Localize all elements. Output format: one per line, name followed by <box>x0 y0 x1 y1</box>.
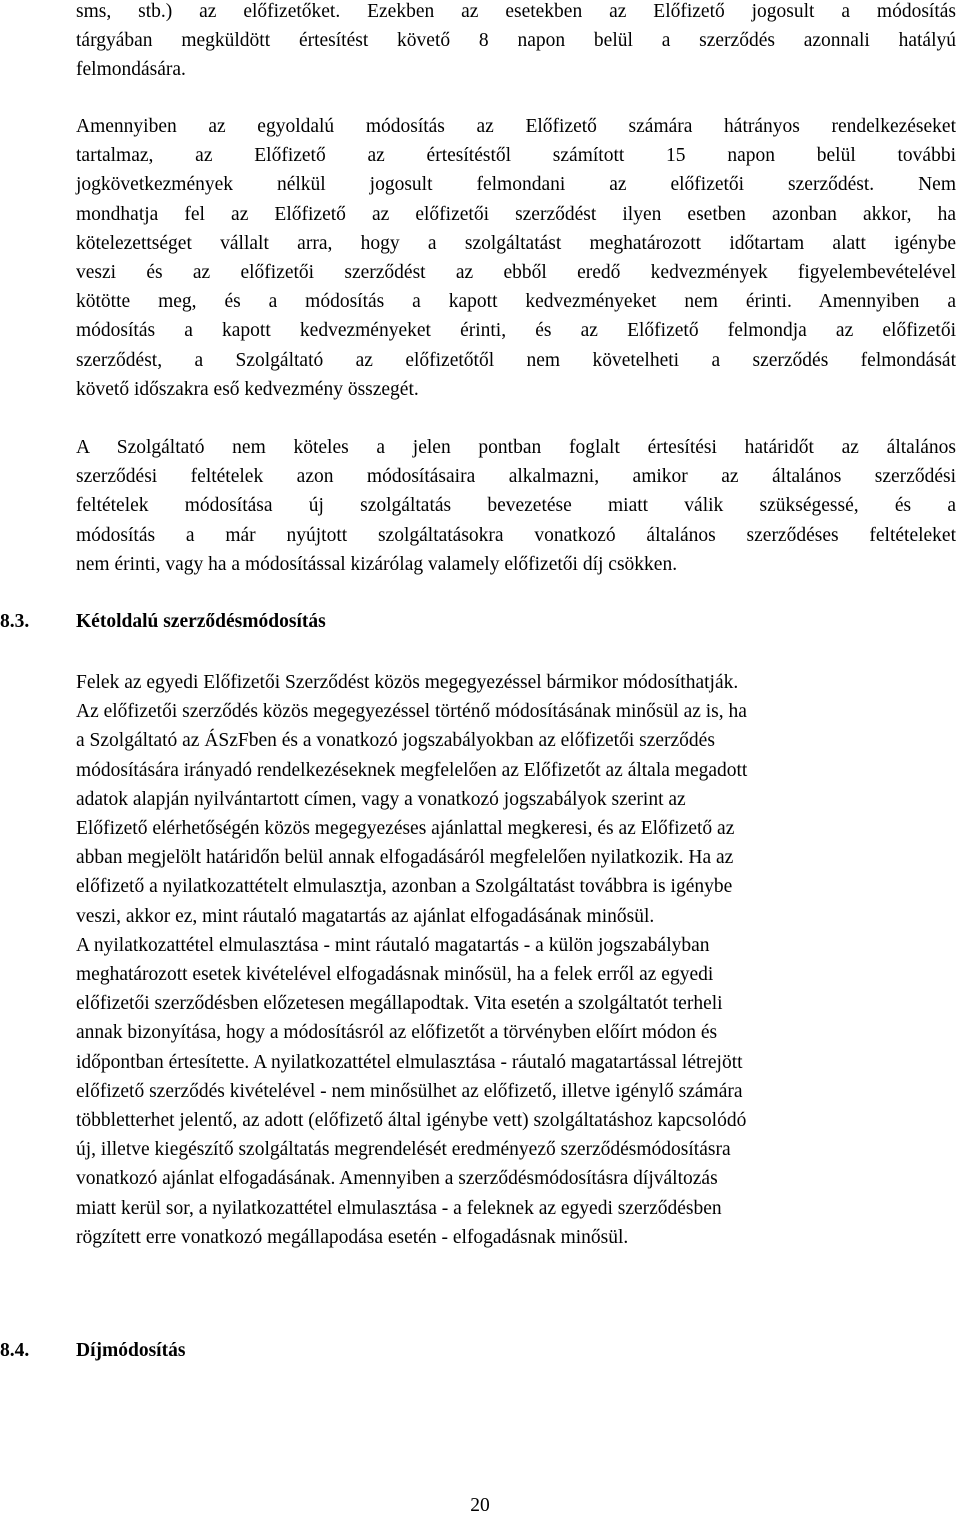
text-line: feltételek módosítása új szolgáltatás bevezetése miatt válik szükségessé, és a <box>76 495 956 517</box>
text-line: kötelezettséget vállalt arra, hogy a szolgáltatást meghatározott időtartam alatt igénybe <box>76 232 956 254</box>
paragraph-exemption <box>76 433 956 579</box>
text-line: előfizetői szerződésben előzetesen megállapodtak. Vita esetén a szolgáltatót terheli <box>76 993 723 1015</box>
paragraph-disadvantage <box>76 112 956 404</box>
section-title: Díjmódosítás <box>76 1340 186 1361</box>
text-line: abban megjelölt határidőn belül annak elfogadásáról megfelelően nyilatkozik. Ha az <box>76 847 734 869</box>
text-line: vonatkozó ajánlat elfogadásának. Amennyiben a szerződésmódosításra díjváltozás <box>76 1168 718 1190</box>
text-line: Felek az egyedi Előfizetői Szerződést közös megegyezéssel bármikor módosíthatják. <box>76 672 739 693</box>
text-line: A nyilatkozattétel elmulasztása - mint ráutaló magatartás - a külön jogszabályban <box>76 934 710 956</box>
text-line: időpontban értesítette. A nyilatkozattétel elmulasztása - ráutaló magatartással létrejött <box>76 1051 743 1073</box>
text-line: A Szolgáltató nem köteles a jelen pontban foglalt értesítési határidőt az általános <box>76 437 956 458</box>
text-line: veszi, akkor ez, mint ráutaló magatartás az ajánlat elfogadásának minősül. <box>76 905 655 927</box>
text-line: Az előfizetői szerződés közös megegyezéssel történő módosításának minősül az is, ha <box>76 701 747 723</box>
text-line: felmondására. <box>76 59 186 81</box>
text-line: annak bizonyítása, hogy a módosításról az előfizetőt a törvényben előírt módon és <box>76 1022 718 1044</box>
text-line: meghatározott esetek kivételével elfogadásnak minősül, ha a felek erről az egyedi <box>76 964 714 986</box>
text-line: sms, stb.) az előfizetőket. Ezekben az esetekben az Előfizető jogosult a módosítás <box>76 1 956 22</box>
text-line: többletterhet jelentő, az adott (előfizető által igénybe vett) szolgáltatáshoz kapcsolódó <box>76 1110 747 1132</box>
text-line: rögzített erre vonatkozó megállapodása esetén - elfogadásnak minősül. <box>76 1226 629 1248</box>
text-line: Előfizető elérhetőségén közös megegyezéses ajánlattal megkeresi, és az Előfizető az <box>76 818 735 840</box>
text-line: tartalmaz, az Előfizető az értesítéstől számított 15 napon belül további <box>76 145 956 167</box>
text-line: követő időszakra eső kedvezmény összegét. <box>76 378 419 400</box>
text-line: veszi és az előfizetői szerződést az ebből eredő kedvezmények figyelembevételével <box>76 262 956 284</box>
text-line: tárgyában megküldött értesítést követő 8 napon belül a szerződés azonnali hatályú <box>76 30 956 52</box>
text-line: kötötte meg, és a módosítás a kapott kedvezményeket nem érinti. Amennyiben a <box>76 291 956 313</box>
page-number: 20 <box>470 1495 490 1516</box>
text-line: a Szolgáltató az ÁSzFben és a vonatkozó jogszabályokban az előfizetői szerződés <box>76 730 715 752</box>
text-line: előfizető szerződés kivételével - nem minősülhet az előfizető, illetve igénylő számára <box>76 1080 743 1102</box>
text-line: Amennyiben az egyoldalú módosítás az Előfizető számára hátrányos rendelkezéseket <box>76 116 956 137</box>
text-line: mondhatja fel az Előfizető az előfizetői szerződést ilyen esetben azonban akkor, ha <box>76 203 956 225</box>
text-line: jogkövetkezmények nélkül jogosult felmondani az előfizetői szerződést. Nem <box>76 174 956 196</box>
section-title: Kétoldalú szerződésmódosítás <box>76 611 326 632</box>
text-line: miatt kerül sor, a nyilatkozattétel elmulasztása - a feleknek az egyedi szerződésben <box>76 1197 722 1219</box>
text-line: adatok alapján nyilvántartott címen, vagy a vonatkozó jogszabályok szerint az <box>76 788 686 810</box>
text-line: módosítás a kapott kedvezményeket érinti, és az Előfizető felmondja az előfizetői <box>76 320 956 342</box>
text-line: új, illetve kiegészítő szolgáltatás megrendelését eredményező szerződésmódosításra <box>76 1139 731 1161</box>
continuation-paragraph <box>76 0 956 85</box>
section-8-3-body <box>76 668 956 1252</box>
section-number: 8.3. <box>0 611 30 632</box>
text-line: szerződési feltételek azon módosításaira alkalmazni, amikor az általános szerződési <box>76 466 956 488</box>
text-line: előfizető a nyilatkozattételt elmulasztja, azonban a Szolgáltatást továbbra is igénybe <box>76 876 733 898</box>
section-number: 8.4. <box>0 1340 30 1361</box>
text-line: módosítás a már nyújtott szolgáltatásokra vonatkozó általános szerződéses feltételeket <box>76 524 956 546</box>
text-line: szerződést, a Szolgáltató az előfizetőtől nem követelheti a szerződés felmondását <box>76 349 956 371</box>
text-line: nem érinti, vagy ha a módosítással kizárólag valamely előfizetői díj csökken. <box>76 553 678 575</box>
text-line: módosítására irányadó rendelkezéseknek megfelelően az Előfizetőt az általa megadott <box>76 759 748 781</box>
